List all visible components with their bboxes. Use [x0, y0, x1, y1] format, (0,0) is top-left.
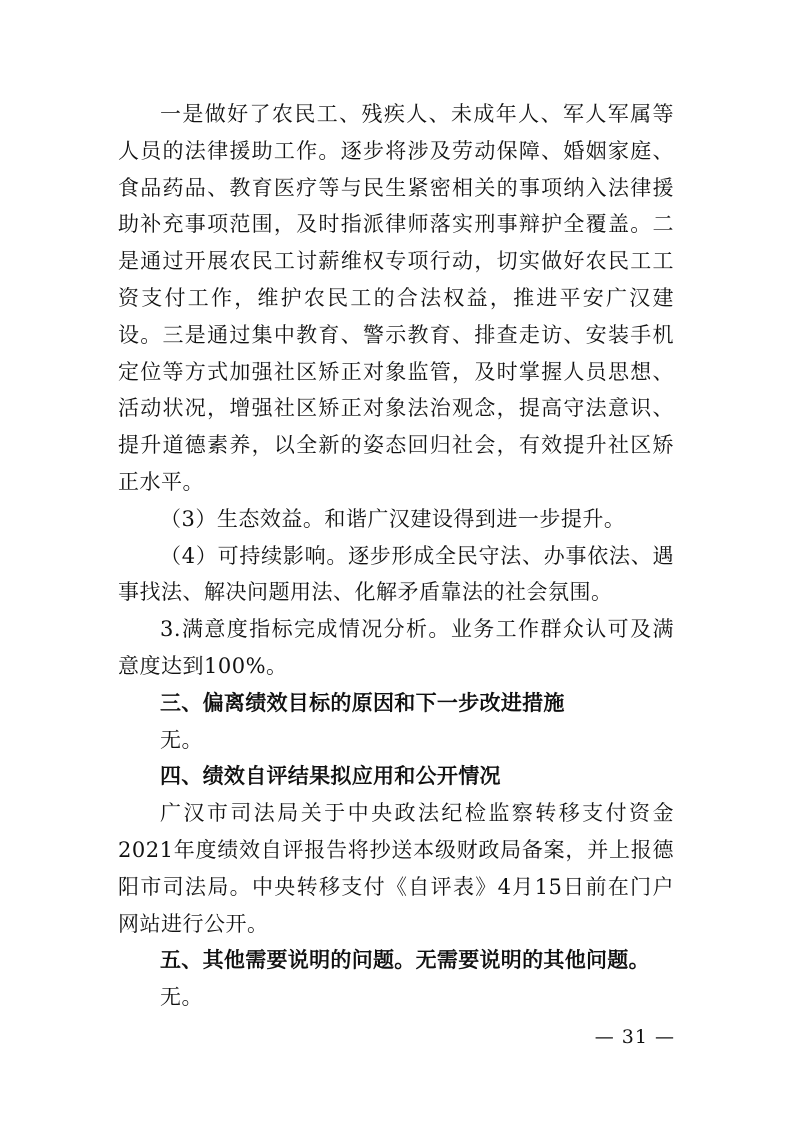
paragraph-none-deviation: 无。 [160, 727, 203, 752]
paragraph-none-other: 无。 [160, 985, 203, 1010]
paragraph-legal-aid-work: 一是做好了农民工、残疾人、未成年人、军人军属等人员的法律援助工作。逐步将涉及劳动保障、婚姻家庭、食品药品、教育医疗等与民生紧密相关的事项纳入法律援助补充事项范围，及时指派律师落实刑事辩护全覆盖。二是通过开展农民工讨薪维权专项行动，切实做好农民工工资支付工作，维护农民工的合法权益，推进平安广汉建设。三是通过集中教育、警示教育、排查走访、安装手机定位等方式加强社区矫正对象监管，及时掌握人员思想、活动状况，增强社区矫正对象法治观念，提高守法意识、提升道德素养，以全新的姿态回归社会，有效提升社区矫正水平。 [118, 102, 674, 494]
section-heading-deviation: 三、偏离绩效目标的原因和下一步改进措施 [160, 690, 565, 715]
page-number: — 31 — [594, 1026, 675, 1048]
document-body [118, 96, 674, 1016]
paragraph-satisfaction-analysis: 3.满意度指标完成情况分析。业务工作群众认可及满意度达到100%。 [118, 617, 674, 678]
section-heading-other-issues: 五、其他需要说明的问题。无需要说明的其他问题。 [160, 948, 650, 973]
paragraph-sustainable-impact: （4）可持续影响。逐步形成全民守法、办事依法、遇事找法、解决问题用法、化解矛盾靠法的社会氛围。 [118, 543, 674, 605]
paragraph-ecological-benefit: （3）生态效益。和谐广汉建设得到进一步提升。 [160, 506, 626, 531]
section-heading-results-application: 四、绩效自评结果拟应用和公开情况 [160, 764, 501, 789]
paragraph-results-disclosure: 广汉市司法局关于中央政法纪检监察转移支付资金2021年度绩效自评报告将抄送本级财政局备案，并上报德阳市司法局。中央转移支付《自评表》4月15日前在门户网站进行公开。 [118, 801, 674, 936]
